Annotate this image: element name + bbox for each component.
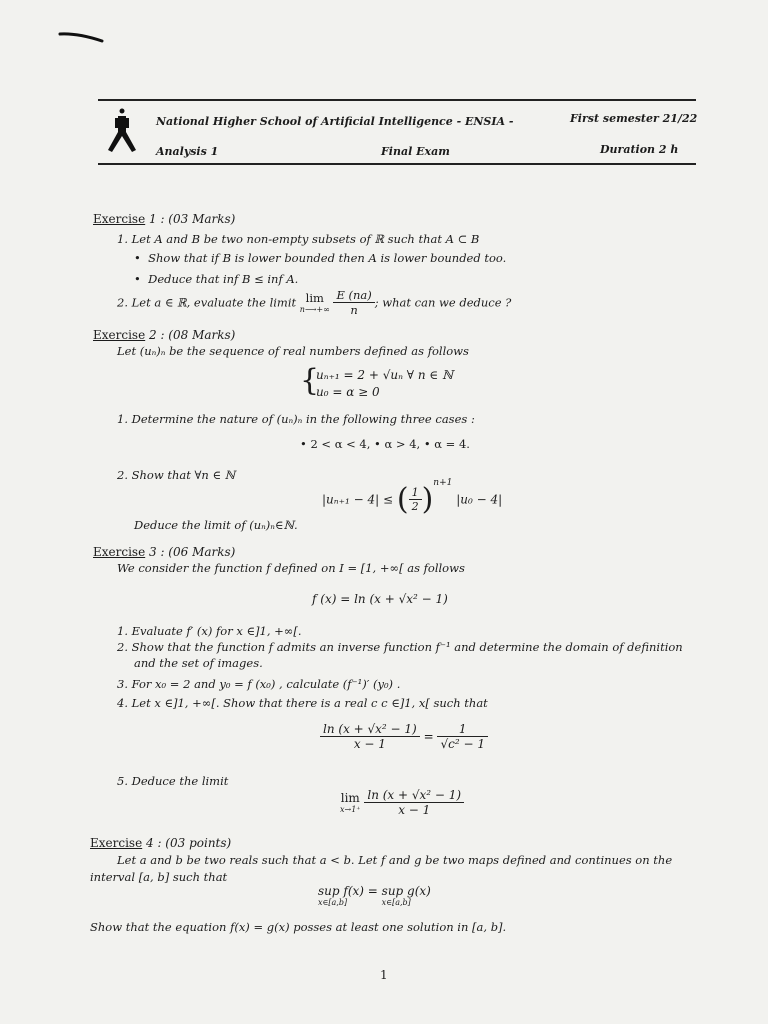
recurrence-line-2: u₀ = α ≥ 0 bbox=[316, 385, 380, 399]
duration: Duration 2 h bbox=[600, 143, 679, 156]
exercise-marks: 3 : (06 Marks) bbox=[145, 545, 236, 559]
ex4-line-2: interval [a, b] such that bbox=[90, 870, 228, 884]
ex3-intro: We consider the function f defined on I = [1, +∞[ as follows bbox=[117, 561, 465, 575]
exercise-marks: 2 : (08 Marks) bbox=[145, 328, 236, 342]
semester: First semester 21/22 bbox=[570, 112, 698, 125]
exercise-word: Exercise bbox=[93, 212, 146, 226]
exercise-marks: 1 : (03 Marks) bbox=[145, 212, 236, 226]
pen-mark bbox=[58, 30, 104, 44]
ex2-deduce: Deduce the limit of (uₙ)ₙ∈ℕ. bbox=[134, 518, 298, 532]
ex3-limit: lim x→1⁺ $\frac{\text{ln (x + √x² − 1)}}{x - 1}$ bbox=[340, 788, 464, 817]
header-bottom-rule bbox=[98, 163, 696, 165]
function-definition: f (x) = ln (x + √x² − 1) bbox=[312, 592, 448, 606]
ex3-question-2b: and the set of images. bbox=[134, 656, 263, 670]
ex4-line-3: Show that the equation f(x) = g(x) posses at least one solution in [a, b]. bbox=[90, 920, 507, 934]
exercise-1-title bbox=[93, 212, 235, 226]
ex2-cases: • 2 < α < 4, • α > 4, • α = 4. bbox=[300, 437, 470, 451]
course-name: Analysis 1 bbox=[156, 145, 219, 158]
exercise-word: Exercise bbox=[90, 836, 143, 850]
ex4-line-1: Let a and b be two reals such that a < b. Let f and g be two maps defined and continues on the bbox=[117, 853, 673, 867]
ex2-question-2: 2. Show that ∀n ∈ ℕ bbox=[117, 468, 236, 482]
ex2-intro: Let (uₙ)ₙ be the sequence of real numbers defined as follows bbox=[117, 344, 469, 358]
exercise-marks: 4 : (03 points) bbox=[142, 836, 232, 850]
school-logo bbox=[104, 106, 140, 156]
limit-expression: lim n⟶+∞ bbox=[299, 291, 330, 314]
ex1-bullet-1: • Show that if B is lower bounded then A is lower bounded too. bbox=[134, 251, 507, 265]
recurrence-system: { uₙ₊₁ = 2 + √uₙ ∀ n ∈ ℕ u₀ = α ≥ 0 bbox=[300, 363, 454, 399]
ex3-question-5: 5. Deduce the limit bbox=[117, 774, 229, 788]
ex3-question-2a: 2. Show that the function f admits an inverse function f⁻¹ and determine the domain of definition bbox=[117, 640, 683, 654]
ex1-bullet-2: • Deduce that inf B ≤ inf A. bbox=[134, 272, 299, 286]
ex3-question-1: 1. Evaluate f′ (x) for x ∈]1, +∞[. bbox=[117, 624, 302, 638]
page-number: 1 bbox=[380, 968, 388, 982]
ex2-question-1: 1. Determine the nature of (uₙ)ₙ in the following three cases : bbox=[117, 412, 475, 426]
ex3-question-3: 3. For x₀ = 2 and y₀ = f (x₀) , calculate (f⁻¹)′ (y₀) . bbox=[117, 677, 401, 691]
exercise-3-title bbox=[93, 545, 235, 559]
ex3-question-4: 4. Let x ∈]1, +∞[. Show that there is a real c c ∈]1, x[ such that bbox=[117, 696, 488, 710]
recurrence-line-1: uₙ₊₁ = 2 + √uₙ ∀ n ∈ ℕ bbox=[316, 368, 454, 382]
school-name: National Higher School of Artificial Intelligence - ENSIA - bbox=[156, 115, 514, 128]
exercise-2-title bbox=[93, 328, 235, 342]
ex3-mean-value-equation: $\frac{\text{ln (x + √x² − 1)}}{x - 1}$ = $\frac{1}{\text{√c² − 1}}$ bbox=[320, 722, 488, 751]
sup-equality: sup f(x) = x∈[a,b] sup g(x) x∈[a,b] bbox=[318, 884, 431, 907]
exercise-4-title bbox=[90, 836, 231, 850]
ex2-inequality: |uₙ₊₁ − 4| ≤ ( $\frac{1}{2}$ )$^{n+1}$ |u₀ − 4| bbox=[322, 478, 503, 517]
header-top-rule bbox=[98, 99, 696, 101]
exam-type: Final Exam bbox=[381, 145, 450, 158]
ex1-question-1: 1. Let A and B be two non-empty subsets of ℝ such that A ⊂ B bbox=[117, 232, 480, 246]
exercise-word: Exercise bbox=[93, 545, 146, 559]
ex1-question-2: 2. Let a ∈ ℝ, evaluate the limit lim n⟶+∞ $\frac{E (na)}{n}$ ; what can we deduce ? bbox=[117, 288, 512, 317]
fraction: $\frac{E (na)}{n}$ bbox=[333, 288, 374, 317]
exercise-word: Exercise bbox=[93, 328, 146, 342]
